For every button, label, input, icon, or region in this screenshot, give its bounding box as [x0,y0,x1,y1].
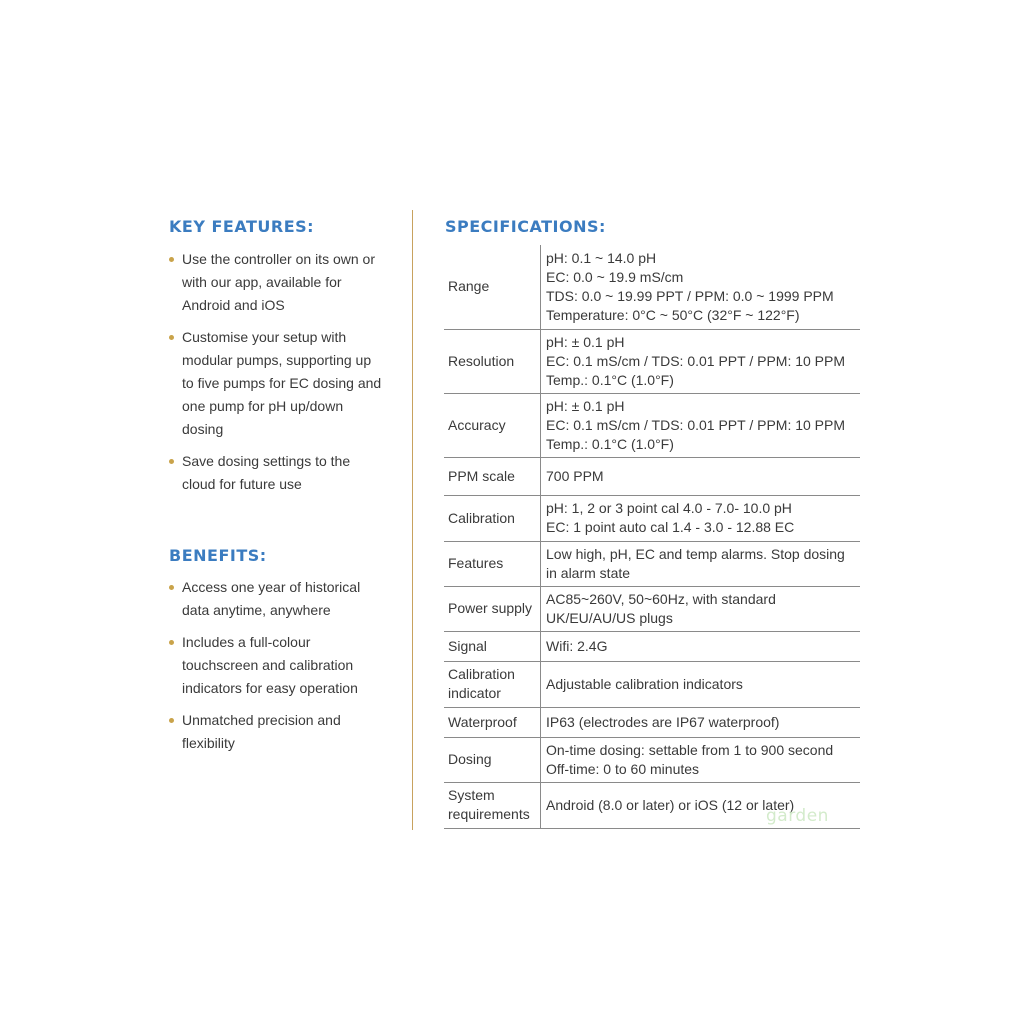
bullet-dot-icon [169,257,174,262]
table-row [444,541,860,586]
spec-value: AC85~260V, 50~60Hz, with standard UK/EU/AU/US plugs [541,586,861,631]
specifications-table [444,245,860,829]
table-row [444,329,860,393]
spec-label: Features [444,541,541,586]
spec-label: Dosing [444,737,541,782]
spec-label: Power supply [444,586,541,631]
spec-label: Calibration indicator [444,661,541,707]
key-features-list [168,248,383,505]
spec-value: pH: ± 0.1 pH EC: 0.1 mS/cm / TDS: 0.01 PPT / PPM: 10 PPM Temp.: 0.1°C (1.0°F) [541,329,861,393]
spec-value: Adjustable calibration indicators [541,661,861,707]
benefit-text: Includes a full-colour touchscreen and calibration indicators for easy operation [182,634,358,696]
bullet-dot-icon [169,459,174,464]
specifications-heading: SPECIFICATIONS: [445,217,606,236]
benefit-text: Access one year of historical data anytime, anywhere [182,579,361,618]
list-item [168,326,383,441]
spec-value: 700 PPM [541,457,861,495]
spec-value: pH: ± 0.1 pH EC: 0.1 mS/cm / TDS: 0.01 PPT / PPM: 10 PPM Temp.: 0.1°C (1.0°F) [541,393,861,457]
list-item [168,248,383,317]
spec-value: pH: 0.1 ~ 14.0 pH EC: 0.0 ~ 19.9 mS/cm TDS: 0.0 ~ 19.99 PPT / PPM: 0.0 ~ 1999 PPM Temperature: 0°C ~ 50°C (32°F ~ 122°F) [541,245,861,329]
spec-label: System requirements [444,782,541,828]
spec-label: Range [444,245,541,329]
key-features-heading: KEY FEATURES: [169,217,315,236]
spec-value: Wifi: 2.4G [541,631,861,661]
bullet-dot-icon [169,718,174,723]
benefits-list [168,576,383,764]
column-divider [412,210,413,830]
table-row [444,245,860,329]
spec-label: Signal [444,631,541,661]
spec-label: PPM scale [444,457,541,495]
feature-text: Customise your setup with modular pumps, supporting up to five pumps for EC dosing and one pump for pH up/down dosing [182,329,382,437]
spec-label: Accuracy [444,393,541,457]
feature-text: Use the controller on its own or with our app, available for Android and iOS [182,251,375,313]
feature-text: Save dosing settings to the cloud for future use [182,453,351,492]
table-row [444,707,860,737]
spec-value: On-time dosing: settable from 1 to 900 second Off-time: 0 to 60 minutes [541,737,861,782]
spec-value: pH: 1, 2 or 3 point cal 4.0 - 7.0- 10.0 pH EC: 1 point auto cal 1.4 - 3.0 - 12.88 EC [541,495,861,541]
spec-label: Resolution [444,329,541,393]
list-item [168,576,383,622]
table-row [444,661,860,707]
table-row [444,737,860,782]
table-row [444,586,860,631]
table-row [444,457,860,495]
table-row [444,495,860,541]
bullet-dot-icon [169,585,174,590]
benefits-heading: BENEFITS: [169,546,267,565]
spec-label: Waterproof [444,707,541,737]
list-item [168,709,383,755]
table-row [444,393,860,457]
list-item [168,450,383,496]
spec-value: IP63 (electrodes are IP67 waterproof) [541,707,861,737]
spec-value: Android (8.0 or later) or iOS (12 or later) [541,782,861,828]
bullet-dot-icon [169,335,174,340]
table-row [444,631,860,661]
spec-label: Calibration [444,495,541,541]
brand-watermark: garden [766,806,829,826]
list-item [168,631,383,700]
bullet-dot-icon [169,640,174,645]
benefit-text: Unmatched precision and flexibility [182,712,341,751]
spec-value: Low high, pH, EC and temp alarms. Stop dosing in alarm state [541,541,861,586]
